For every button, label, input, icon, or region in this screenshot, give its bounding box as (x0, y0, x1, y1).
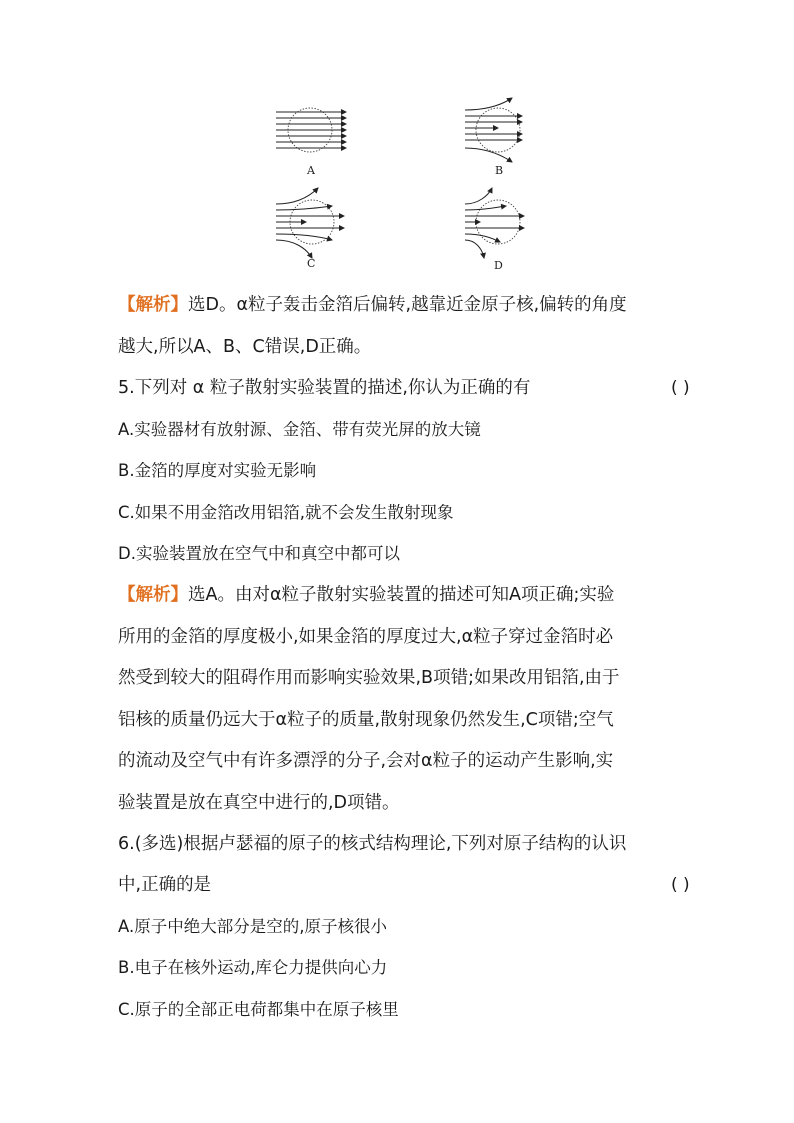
q5-explanation-line-4: 铝核的质量仍远大于α粒子的质量,散射现象仍然发生,C项错;空气 (118, 710, 614, 730)
q5-stem: 5.下列对 α 粒子散射实验装置的描述,你认为正确的有 (118, 378, 531, 398)
q4-answer-text-1: 选D。α粒子轰击金箔后偏转,越靠近金原子核,偏转的角度 (188, 295, 627, 315)
scattering-diagrams (260, 92, 550, 277)
q4-explanation-line-2: 越大,所以A、B、C错误,D正确。 (118, 337, 372, 357)
q5-explanation-line-1 (118, 587, 614, 605)
diagram-b (465, 98, 522, 177)
q6-option-b: B.电子在核外运动,库仑力提供向心力 (118, 958, 388, 977)
q6-answer-bracket: ( ) (671, 875, 690, 895)
scattering-figure (260, 92, 550, 277)
diagram-b-label: B (495, 164, 504, 177)
explain-label: 【解析】 (118, 585, 188, 605)
q5-explanation-line-3: 然受到较大的阻碍作用而影响实验效果,B项错;如果改用铝箔,由于 (118, 668, 620, 688)
q5-option-a: A.实验器材有放射源、金箔、带有荧光屏的放大镜 (118, 420, 481, 439)
q6-stem-line-2: 中,正确的是 (118, 875, 212, 895)
q5-option-d: D.实验装置放在空气中和真空中都可以 (118, 544, 400, 563)
diagram-a-label: A (307, 164, 315, 177)
q6-stem-line-1: 6.(多选)根据卢瑟福的原子的核式结构理论,下列对原子结构的认识 (118, 834, 627, 854)
diagram-d-label: D (494, 259, 503, 272)
explain-label: 【解析】 (118, 295, 188, 315)
q5-option-c: C.如果不用金箔改用铝箔,就不会发生散射现象 (118, 503, 454, 522)
q5-explanation-line-6: 验装置是放在真空中进行的,D项错。 (118, 793, 400, 813)
diagram-d (465, 188, 524, 272)
diagram-c (276, 188, 344, 270)
q4-explanation-line-1 (118, 297, 627, 315)
q5-answer-bracket: ( ) (671, 378, 690, 398)
q6-option-a: A.原子中绝大部分是空的,原子核很小 (118, 917, 387, 936)
diagram-c-label: C (307, 257, 316, 270)
q5-explanation-line-5: 的流动及空气中有许多漂浮的分子,会对α粒子的运动产生影响,实 (118, 751, 614, 771)
q5-answer-text-1: 选A。由对α粒子散射实验装置的描述可知A项正确;实验 (188, 585, 615, 605)
diagram-a (276, 108, 346, 177)
q5-explanation-line-2: 所用的金箔的厚度极小,如果金箔的厚度过大,α粒子穿过金箔时必 (118, 627, 614, 647)
q6-option-c: C.原子的全部正电荷都集中在原子核里 (118, 1000, 399, 1019)
q5-option-b: B.金箔的厚度对实验无影响 (118, 461, 317, 480)
